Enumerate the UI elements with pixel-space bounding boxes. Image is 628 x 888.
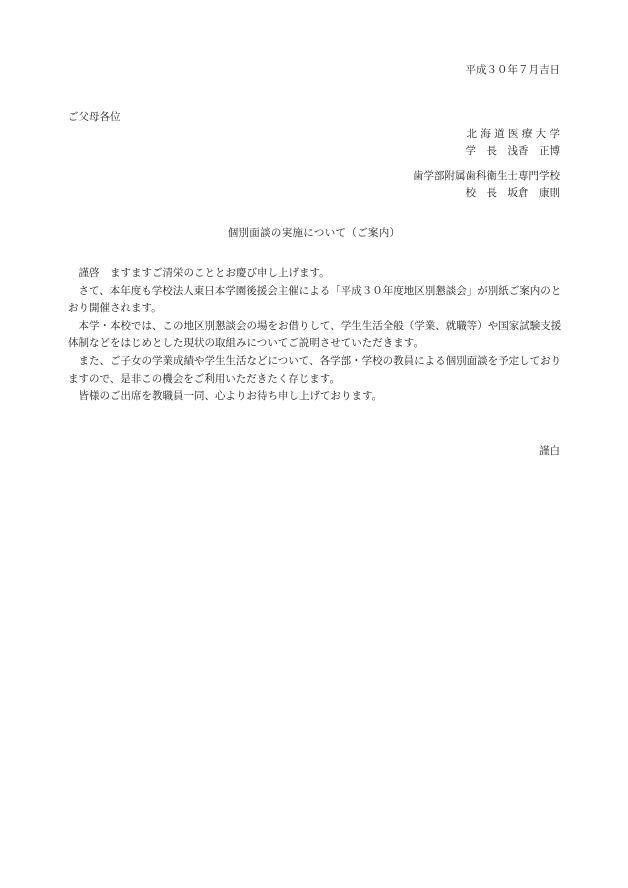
letter-date: 平成３０年７月吉日 [465,64,560,76]
body-paragraph: 謹啓 ますますご清栄のこととお慶び申し上げます。 [78,267,330,279]
letter-subject: 個別面談の実施について（ご案内） [227,227,401,239]
sender-name: 学 長 浅香 正博 [465,145,560,157]
body-paragraph: また、ご子女の学業成績や学生生活などについて、各学部・学校の教員による個別面談を予定しておりますので、是非この機会をご利用いただきたく存じます。 [68,354,562,385]
letter-body [68,265,562,406]
body-paragraph: 本学・本校では、この地区別懇談会の場をお借りして、学生生活全般（学業、就職等）や国家試験支援体制などをはじめとした現状の取組みについてご説明させていただきます。 [68,319,562,350]
body-paragraph: 皆様のご出席を教職員一同、心よりお待ち申し上げております。 [78,390,383,403]
sender-org: 歯学部附属歯科衛生士専門学校 [413,170,560,182]
sender-university [300,126,560,160]
body-paragraph: さて、本年度も学校法人東日本学園後援会主催による「平成３０年度地区別懇談会」が別紙ご案内のとおり開催されます。 [68,284,562,315]
closing-word: 謹白 [539,445,560,457]
sender-school [300,168,560,202]
sender-org: 北 海 道 医 療 大 学 [466,128,560,140]
addressee: ご父母各位 [68,111,121,123]
sender-name: 校 長 坂倉 康則 [465,187,560,199]
